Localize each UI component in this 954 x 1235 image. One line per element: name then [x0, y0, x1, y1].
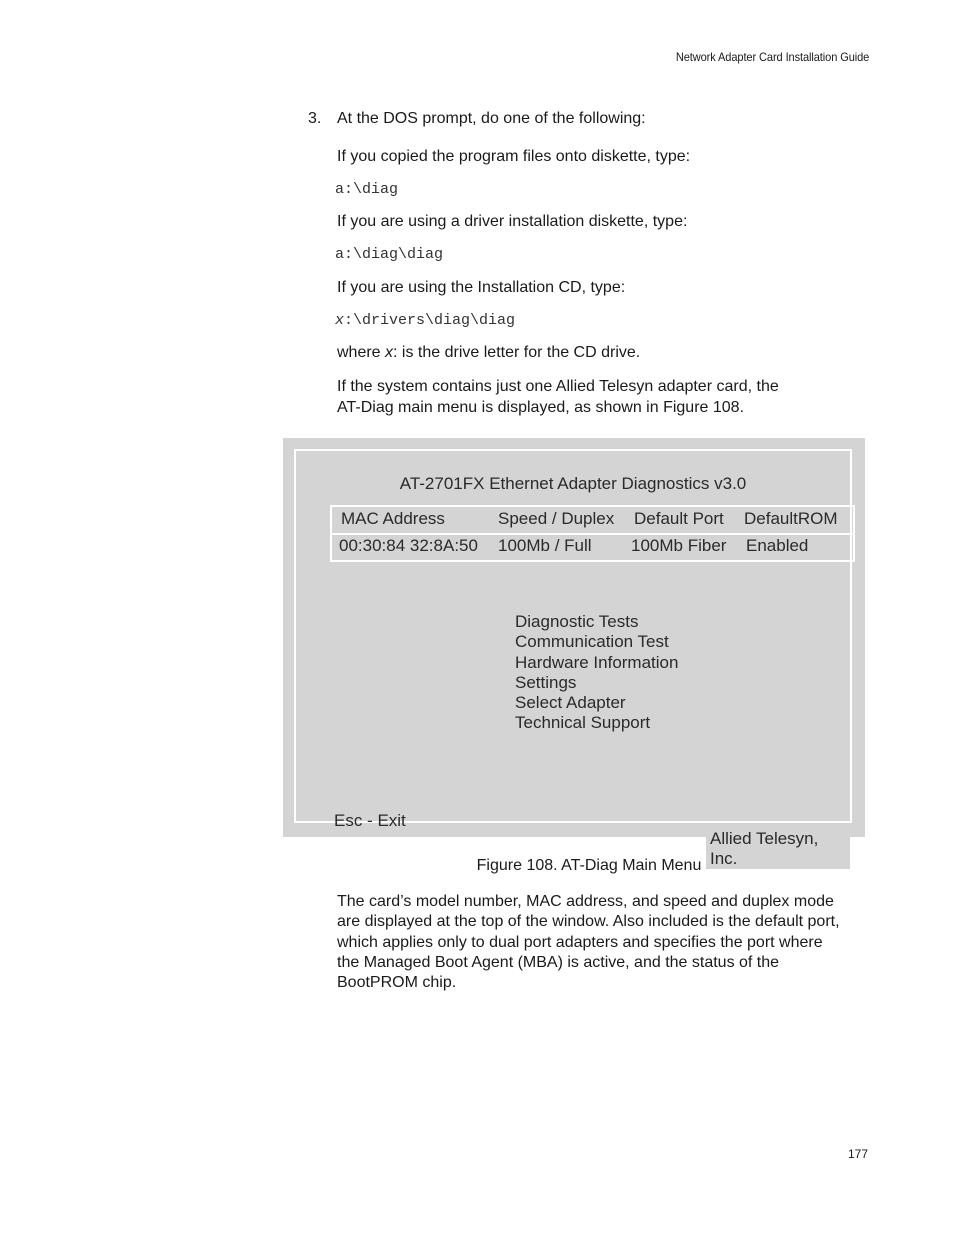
where-post: : is the drive letter for the CD drive.	[393, 344, 641, 361]
cell-mac-address: 00:30:84 32:8A:50	[339, 536, 478, 555]
command-driver-diskette: a:\diag\diag	[335, 246, 444, 263]
closing-line: the Managed Boot Agent (MBA) is active, and the status of the	[337, 953, 780, 971]
cell-speed-duplex: 100Mb / Full	[498, 536, 592, 555]
instruction-diskette: If you copied the program files onto diskette, type:	[337, 148, 691, 165]
column-default-port: Default Port	[634, 509, 724, 528]
closing-paragraph	[337, 892, 840, 993]
closing-line: The card’s model number, MAC address, and speed and duplex mode	[337, 893, 834, 910]
menu-item-communication-test[interactable]: Communication Test	[515, 632, 669, 652]
result-line-2: AT-Diag main menu is displayed, as shown in Figure 108.	[337, 399, 745, 416]
adapter-info-table	[330, 505, 855, 562]
where-note	[337, 342, 640, 363]
where-pre: where	[337, 344, 386, 361]
closing-line: are displayed at the top of the window. Also included is the default port,	[337, 913, 840, 931]
diag-main-menu	[515, 612, 678, 734]
running-header: Network Adapter Card Installation Guide	[675, 50, 869, 64]
closing-line: BootPROM chip.	[337, 974, 457, 992]
table-divider	[332, 533, 853, 535]
where-variable: x	[385, 344, 394, 361]
figure-caption: Figure 108. AT-Diag Main Menu	[476, 857, 702, 874]
instruction-cd: If you are using the Installation CD, type:	[337, 279, 626, 296]
cell-default-port: 100Mb Fiber	[631, 536, 727, 555]
command-cd	[335, 312, 515, 329]
menu-item-technical-support[interactable]: Technical Support	[515, 713, 651, 733]
command-cd-path: :\drivers\diag\diag	[344, 312, 516, 329]
company-label: Allied Telesyn, Inc.	[706, 829, 850, 869]
command-cd-variable: x	[335, 312, 345, 329]
command-diskette: a:\diag	[335, 181, 399, 198]
menu-item-diagnostic-tests[interactable]: Diagnostic Tests	[515, 612, 639, 631]
menu-item-settings[interactable]: Settings	[515, 672, 577, 692]
column-speed-duplex: Speed / Duplex	[498, 509, 615, 528]
step-intro: At the DOS prompt, do one of the following:	[337, 110, 646, 127]
column-default-rom: DefaultROM	[744, 509, 838, 528]
cell-default-rom: Enabled	[746, 536, 809, 555]
exit-hint: Esc - Exit	[334, 811, 406, 830]
page-number: 177	[847, 1147, 868, 1161]
menu-item-select-adapter[interactable]: Select Adapter	[515, 693, 626, 713]
column-mac-address: MAC Address	[341, 509, 445, 528]
result-line-1: If the system contains just one Allied Telesyn adapter card, the	[337, 378, 779, 395]
instruction-driver-diskette: If you are using a driver installation diskette, type:	[337, 213, 688, 230]
step-number: 3.	[308, 110, 322, 127]
menu-item-hardware-information[interactable]: Hardware Information	[515, 652, 679, 672]
diag-window-title: AT-2701FX Ethernet Adapter Diagnostics v3.0	[399, 474, 747, 493]
closing-line: which applies only to dual port adapters and specifies the port where	[337, 933, 823, 951]
